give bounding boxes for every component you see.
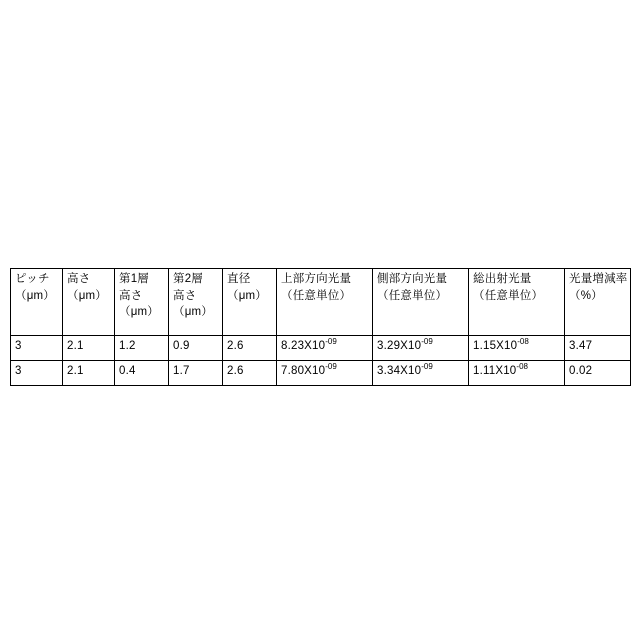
- column-header-pitch: [11, 269, 63, 336]
- column-header-line: 高さ: [119, 289, 143, 302]
- cell-total-emitted-light: [469, 361, 565, 386]
- column-header-line: 第2層: [173, 273, 203, 285]
- table-body: [11, 336, 631, 386]
- cell-diameter: [223, 361, 277, 386]
- column-header-line: 高さ: [173, 289, 197, 302]
- cell-layer1-height: [115, 361, 169, 386]
- column-header-line: （μm）: [119, 306, 160, 319]
- cell-value: 3: [15, 340, 22, 352]
- table-header-row: [11, 269, 631, 336]
- column-header-layer1-height: [115, 269, 169, 336]
- cell-layer1-height: [115, 336, 169, 361]
- column-header-line: （μm）: [15, 289, 56, 302]
- cell-value: 2.1: [67, 340, 84, 352]
- cell-value: 3.47: [569, 340, 593, 352]
- cell-layer2-height: [169, 361, 223, 386]
- cell-upward-light: [277, 361, 373, 386]
- cell-value: 1.2: [119, 340, 136, 352]
- cell-upward-light: [277, 336, 373, 361]
- cell-height: [63, 336, 115, 361]
- column-header-diameter: [223, 269, 277, 336]
- column-header-line: （任意単位）: [473, 289, 544, 302]
- cell-pitch: [11, 336, 63, 361]
- cell-light-change-rate: [565, 336, 631, 361]
- column-header-line: 高さ: [67, 273, 91, 285]
- cell-value: 3: [15, 365, 22, 377]
- cell-value-base: 1.15X10: [473, 340, 518, 352]
- cell-lateral-light: [373, 336, 469, 361]
- cell-layer2-height: [169, 336, 223, 361]
- cell-value-base: 1.11X10: [473, 365, 517, 377]
- cell-value-base: 3.34X10: [377, 365, 422, 377]
- column-header-line: （μm）: [173, 306, 214, 319]
- column-header-line: （%）: [569, 289, 603, 302]
- cell-value-exponent: -09: [325, 337, 337, 347]
- cell-diameter: [223, 336, 277, 361]
- cell-value: 2.6: [227, 340, 244, 352]
- cell-value: 2.1: [67, 365, 84, 377]
- cell-value-exponent: -08: [516, 362, 528, 372]
- cell-value-base: 7.80X10: [281, 365, 326, 377]
- cell-value-exponent: -08: [517, 337, 529, 347]
- cell-value-base: 3.29X10: [377, 340, 422, 352]
- cell-value: 2.6: [227, 365, 244, 377]
- cell-pitch: [11, 361, 63, 386]
- cell-value-exponent: -09: [421, 362, 433, 372]
- cell-value: 0.02: [569, 365, 593, 377]
- column-header-line: 上部方向光量: [281, 273, 352, 285]
- table-row: [11, 361, 631, 386]
- column-header-light-change-rate: [565, 269, 631, 336]
- column-header-line: 光量増減率: [569, 273, 628, 285]
- optical-characteristics-table: [10, 268, 631, 386]
- cell-light-change-rate: [565, 361, 631, 386]
- cell-value-exponent: -09: [421, 337, 433, 347]
- table-header-row-group: [11, 269, 631, 336]
- column-header-line: 第1層: [119, 273, 149, 285]
- column-header-line: （任意単位）: [377, 289, 448, 302]
- column-header-lateral-light: [373, 269, 469, 336]
- column-header-upward-light: [277, 269, 373, 336]
- column-header-line: （任意単位）: [281, 289, 352, 302]
- column-header-line: 総出射光量: [473, 273, 532, 285]
- table-container: [10, 268, 630, 386]
- column-header-total-emitted-light: [469, 269, 565, 336]
- cell-value: 0.4: [119, 365, 136, 377]
- column-header-height: [63, 269, 115, 336]
- cell-value: 1.7: [173, 365, 190, 377]
- column-header-layer2-height: [169, 269, 223, 336]
- cell-height: [63, 361, 115, 386]
- column-header-line: （μm）: [227, 289, 268, 302]
- cell-value-exponent: -09: [325, 362, 337, 372]
- cell-lateral-light: [373, 361, 469, 386]
- cell-total-emitted-light: [469, 336, 565, 361]
- column-header-line: 側部方向光量: [377, 273, 448, 285]
- table-row: [11, 336, 631, 361]
- column-header-line: ピッチ: [15, 273, 50, 285]
- column-header-line: （μm）: [67, 289, 108, 302]
- column-header-line: 直径: [227, 273, 251, 285]
- cell-value: 0.9: [173, 340, 190, 352]
- cell-value-base: 8.23X10: [281, 340, 326, 352]
